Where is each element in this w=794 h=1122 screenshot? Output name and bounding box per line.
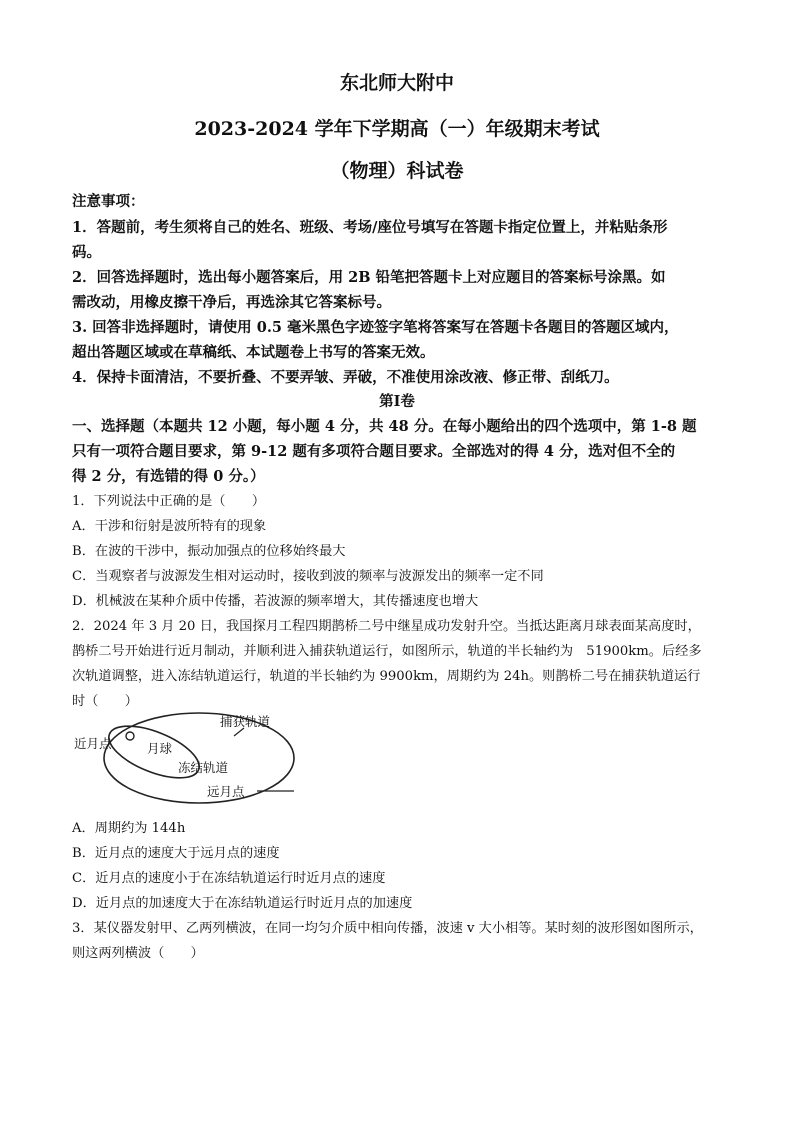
label-capture-orbit: 捕获轨道 bbox=[220, 714, 271, 729]
q3-line-2: 则这两列横波（ ） bbox=[72, 946, 204, 961]
q2-line-1: 2．2024 年 3 月 20 日，我国探月工程四期鹊桥二号中继星成功发射升空。当抵达距离月球表面某高度时， bbox=[72, 619, 701, 634]
label-perilune: 近月点 bbox=[74, 736, 112, 751]
note-line-4: 需改动，用橡皮擦干净后，再选涂其它答案标号。 bbox=[72, 294, 391, 311]
label-apolune: 远月点 bbox=[207, 784, 245, 799]
q2-option-c: C．近月点的速度小于在冻结轨道运行时近月点的速度 bbox=[72, 871, 386, 886]
q3-line-1: 3．某仪器发射甲、乙两列横波，在同一均匀介质中相向传播，波速 v 大小相等。某时刻的波形图如图所示， bbox=[72, 921, 703, 936]
school-title: 东北师大附中 bbox=[339, 72, 454, 94]
q1-stem: 1．下列说法中正确的是（ ） bbox=[72, 494, 266, 509]
label-frozen-orbit: 冻结轨道 bbox=[178, 760, 229, 775]
note-line-7: 4．保持卡面清洁，不要折叠、不要弄皱、弄破，不准使用涂改液、修正带、刮纸刀。 bbox=[72, 369, 619, 386]
note-line-2: 码。 bbox=[72, 244, 101, 261]
section-line-3: 得 2 分，有选错的得 0 分。） bbox=[72, 468, 265, 485]
note-line-5: 3. 回答非选择题时，请使用 0.5 毫米黑色字迹签字笔将答案写在答题卡各题目的答题区域内， bbox=[72, 319, 679, 336]
subject-title: （物理）科试卷 bbox=[330, 160, 464, 182]
q2-line-3: 次轨道调整，进入冻结轨道运行，轨道的半长轴约为 9900km，周期约为 24h。则鹊桥二号在捕获轨道运行 bbox=[72, 669, 701, 684]
q1-option-a: A．干涉和衍射是波所特有的现象 bbox=[72, 519, 267, 534]
section-line-1: 一、选择题（本题共 12 小题，每小题 4 分，共 48 分。在每小题给出的四个选项中，第 1-8 题 bbox=[72, 418, 697, 435]
notes-title: 注意事项： bbox=[72, 193, 145, 210]
orbit-diagram bbox=[72, 708, 302, 808]
q2-line-2: 鹊桥二号开始进行近月制动，并顺利进入捕获轨道运行，如图所示，轨道的半长轴约为 51900km。后经多 bbox=[72, 644, 702, 659]
satellite-icon bbox=[126, 732, 134, 740]
q1-option-c: C．当观察者与波源发生相对运动时，接收到波的频率与波源发出的频率一定不同 bbox=[72, 569, 544, 584]
q2-option-b: B．近月点的速度大于远月点的速度 bbox=[72, 846, 280, 861]
capture-orbit-pointer bbox=[234, 728, 244, 736]
q1-option-d: D．机械波在某种介质中传播，若波源的频率增大，其传播速度也增大 bbox=[72, 594, 479, 609]
q2-option-a: A．周期约为 144h bbox=[72, 821, 186, 836]
q1-option-b: B．在波的干涉中，振动加强点的位移始终最大 bbox=[72, 544, 346, 559]
section-line-2: 只有一项符合题目要求，第 9-12 题有多项符合题目要求。全部选对的得 4 分，选对但不全的 bbox=[72, 443, 676, 460]
q2-line-4: 时（ ） bbox=[72, 694, 138, 709]
note-line-3: 2．回答选择题时，选出每小题答案后，用 2B 铅笔把答题卡上对应题目的答案标号涂黑。如 bbox=[72, 269, 666, 286]
note-line-6: 超出答题区域或在草稿纸、本试题卷上书写的答案无效。 bbox=[72, 344, 435, 361]
q2-option-d: D．近月点的加速度大于在冻结轨道运行时近月点的加速度 bbox=[72, 896, 413, 911]
volume-heading: 第Ⅰ卷 bbox=[379, 393, 415, 410]
note-line-1: 1．答题前，考生须将自己的姓名、班级、考场/座位号填写在答题卡指定位置上，并粘贴条形 bbox=[72, 219, 668, 236]
label-moon: 月球 bbox=[147, 741, 173, 756]
exam-title: 2023-2024 学年下学期高（一）年级期末考试 bbox=[194, 118, 600, 140]
